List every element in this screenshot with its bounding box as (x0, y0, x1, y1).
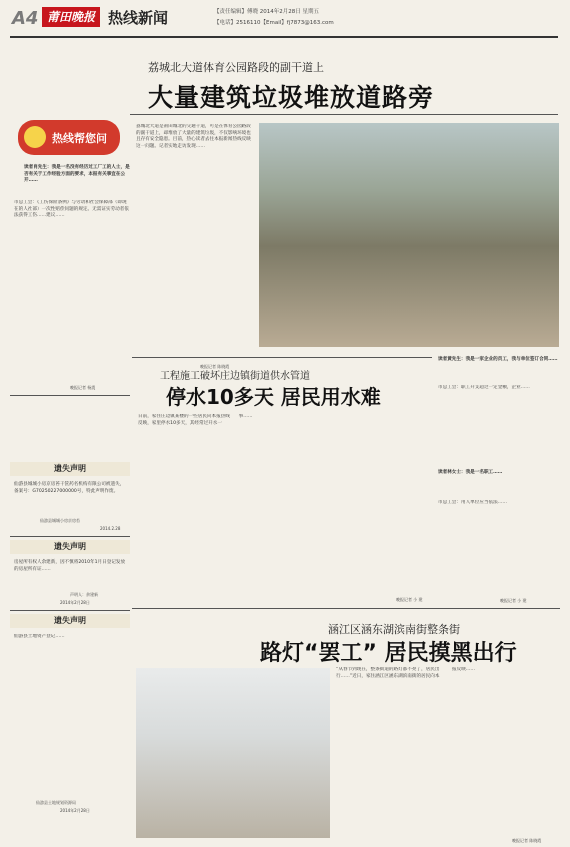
article3-kicker: 涵江区涵东湖滨南街整条街 (328, 623, 460, 636)
streetlight-photo (136, 668, 330, 838)
lost-title-2: 遗失声明 (10, 540, 130, 554)
article1-headline: 大量建筑垃圾堆放道路旁 (148, 83, 435, 112)
article1-body: 荔城北大道是莆田城北的交通干道，可是在体育公园路段的副干道上，却堆放了大量的建筑垃圾，不仅影响环境也且存有安全隐患。目前，热心读者去往本报新闻热线反映这一问题。记者实地走访发现…… (136, 124, 251, 149)
hotline-sign: 晚报记者 杨震 (70, 385, 96, 390)
divider (10, 536, 130, 537)
hotline-intro: 读者肖先生：我是一名没有经历过工厂工的人士，是否有关于工作经验方面的要求，本报有关事宜在公开…… (24, 165, 130, 184)
hotline-badge (18, 120, 120, 155)
divider (132, 357, 432, 358)
contact-line: 【电话】2516110【Email】fj7873@163.com (214, 20, 334, 26)
lost-date-1: 2014.2.28 (100, 526, 121, 531)
divider (10, 610, 130, 611)
divider (130, 114, 558, 115)
section-title: 热线新闻 (108, 9, 169, 27)
article3-sign: 晚报记者 陈晓霞 (512, 838, 542, 843)
article2-headline: 停水10多天 居民用水难 (166, 385, 381, 409)
lost-sign-2: 声明人：余建新 (70, 592, 98, 597)
divider (10, 395, 130, 396)
article2-sign: 晚报记者 小 建 (396, 597, 423, 602)
article1-kicker: 荔城北大道体育公园路段的副干道上 (148, 61, 324, 74)
hotline-body: 市总工会：《工伤保险条例》与劳动和社会保障部（即现在的人社部）一次性赔偿问题的规定。无需证实劳动者依法获得工伤……建议…… (14, 200, 129, 219)
lost-sign-3: 仙游县土地规划资源局 (36, 800, 76, 805)
paper-logo: 莆田晚报 (42, 7, 100, 27)
qa-sign: 晚报记者 小 建 (500, 598, 527, 603)
lost-date-2: 2014年2月28日 (60, 600, 90, 605)
phone-icon (24, 126, 46, 148)
article1-sign: 晚报记者 陈晓霞 (200, 364, 230, 369)
qa-answer-2: 市总工会：用人单位应当依法…… (438, 500, 507, 505)
lost-text-1: 仙游县城城小房京房苔干筐药名机构有限公司被遗失，备案号：G70250227000000号，特此声明作废。 (14, 482, 125, 494)
divider (132, 608, 560, 609)
article2-kicker: 工程施工破坏庄边镇街道供水管道 (160, 371, 310, 382)
page-number: A4 (12, 8, 39, 29)
hotline-badge-label: 热线帮您问 (52, 132, 107, 145)
lost-sign-1: 仙游县城城小房京房苔 (40, 518, 80, 523)
lost-date-3: 2014年2月28日 (60, 808, 90, 813)
qa-question-2: 读者林女士：我是一名职工…… (438, 470, 503, 475)
lost-title-3: 遗失声明 (10, 614, 130, 628)
lost-text-2: 房屋所有权人余建新，因不慎将2010年1月日登记发放的房屋所有证…… (14, 560, 126, 572)
editor-line: 【责任编辑】傅晓 2014年2月28日 星期五 (214, 9, 319, 15)
garbage-photo (259, 123, 559, 347)
qa-answer-1: 市总工会：职工开支超过一定金额，企业…… (438, 385, 530, 390)
lost-text-3: 仙游县土地资产登记…… (14, 634, 65, 639)
article3-headline: 路灯“罢工” 居民摸黑出行 (260, 641, 517, 666)
lost-title-1: 遗失声明 (10, 462, 130, 476)
qa-question-1: 读者黄先生：我是一家企业的员工，我与单位签订合同…… (438, 357, 558, 362)
header-rule (10, 36, 558, 38)
article2-body: 日前，家住庄边镇某楼的一些居民向本报热线反映，家里停水10多天，其经常过开水一事…… (138, 414, 253, 426)
article3-body: “从春节到现在，整条街道的路灯都不亮了，居民出行……”近日，家住涵江区涵东湖滨南街的居民向本报反映…… (336, 667, 475, 679)
